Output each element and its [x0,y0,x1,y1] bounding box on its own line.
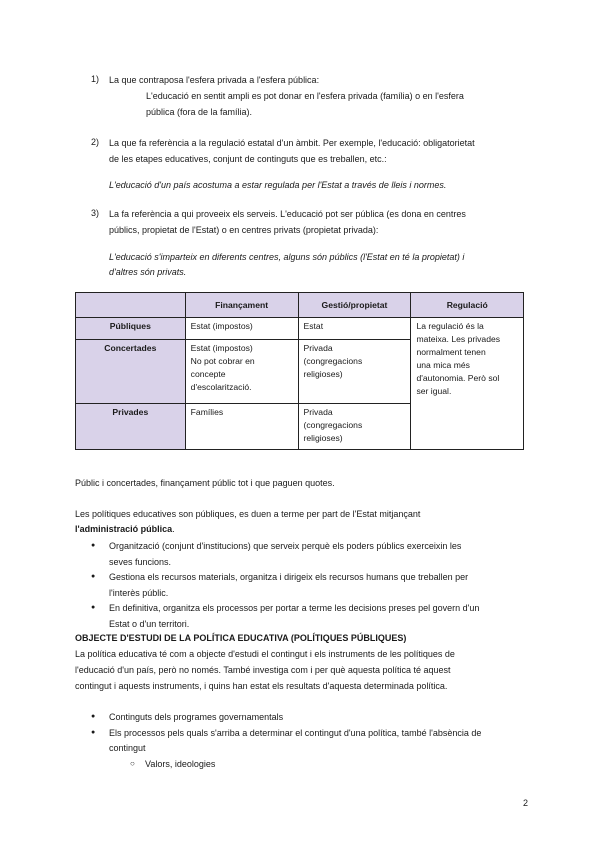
cell-line: (congregacions [303,420,363,430]
item-3-answer-line-1: L'educació s'imparteix en diferents centres, alguns són públics (l'Estat en té la propietat) i [109,252,465,262]
cell-financament-privades [185,404,298,450]
cell-financament-publiques [185,318,298,340]
intro-period: . [172,524,175,534]
policy-bullet-1-line-2: seves funcions. [109,557,172,567]
cell-gestio-publiques [298,318,411,340]
table-header-financament: Finançament [185,293,298,318]
bullet-icon: ● [91,729,96,736]
cell-line: Famílies [190,407,224,417]
policy-bullet-2-line-2: l'interès públic. [109,588,169,598]
table-note: Públic i concertades, finançament públic tot i que paguen quotes. [75,478,335,488]
item-1-answer-line-1: L'educació en sentit ampli es pot donar en l'esfera privada (família) o en l'esfera [146,91,464,101]
cell-line: Estat (impostos) [190,343,253,353]
bullet-icon: ● [91,713,96,720]
item-2-answer: L'educació d'un país acostuma a estar regulada per l'Estat a través de lleis i normes. [109,180,447,190]
regulacio-line: La regulació és la [416,321,484,331]
table-header-regulacio: Regulació [411,293,524,318]
section-bullet-1: Continguts dels programes governamentals [109,712,284,722]
regulacio-line: normalment tenen [416,347,486,357]
policy-bullet-2-line-1: Gestiona els recursos materials, organitza i dirigeix els recursos humans que treballen per [109,572,469,582]
cell-line: Privada [303,407,333,417]
regulacio-line: una mica més [416,360,470,370]
table-header-gestio: Gestió/propietat [298,293,411,318]
cell-line: Estat [303,321,324,331]
policy-bullet-1-line-1: Organització (conjunt d'institucions) que serveix perquè els poders públics exerceixin les [109,541,462,551]
section-bullet-2-line-1: Els processos pels quals s'arriba a determinar el contingut d'una política, també l'absència de [109,728,482,738]
section-paragraph-line-1: La política educativa té com a objecte d'estudi el contingut i els instruments de les polítiques de [75,649,455,659]
policies-intro-line-1: Les polítiques educatives son públiques, es duen a terme per part de l'Estat mitjançant [75,509,421,519]
hollow-bullet-icon: ○ [130,759,135,768]
item-3-number: 3) [91,208,100,218]
cell-line: Estat (impostos) [190,321,253,331]
comparison-table [75,292,524,450]
cell-line: Privada [303,343,333,353]
table-header-empty [76,293,186,318]
item-2-question-line-2: de les etapes educatives, conjunt de continguts que es treballen, etc.: [109,154,387,164]
cell-gestio-concertades [298,340,411,404]
section-paragraph-line-3: contingut i aquests instruments, i quins han estat els resultats d'aquesta determinada política. [75,681,448,691]
cell-line: d'escolarització. [190,382,252,392]
cell-line: religioses) [303,433,343,443]
section-bullet-2-line-2: contingut [109,743,146,753]
regulacio-line: mateixa. Les privades [416,334,501,344]
bullet-icon: ● [91,573,96,580]
item-3-question-line-1: La fa referència a qui proveeix els serveis. L'educació pot ser pública (es dona en centres [109,209,466,219]
table-header-row [76,293,524,318]
regulacio-line: ser igual. [416,386,452,396]
table-row [76,318,524,340]
cell-line: No pot cobrar en [190,356,255,366]
bullet-icon: ● [91,542,96,549]
item-3-question-line-2: públics, propietat de l'Estat) o en centres privats (propietat privada): [109,225,379,235]
cell-line: concepte [190,369,226,379]
item-1-answer-line-2: pública (fora de la família). [146,107,253,117]
policy-bullet-3-line-2: Estat o d'un territori. [109,619,190,629]
item-3-answer-line-2: d'altres són privats. [109,267,187,277]
item-1-question: La que contraposa l'esfera privada a l'esfera pública: [109,75,320,85]
section-heading: OBJECTE D'ESTUDI DE LA POLÍTICA EDUCATIVA (POLÍTIQUES PÚBLIQUES) [75,633,407,643]
cell-line: religioses) [303,369,343,379]
item-2-number: 2) [91,137,100,147]
cell-regulacio [411,318,524,450]
cell-line: (congregacions [303,356,363,366]
row-label-privades: Privades [76,404,186,450]
section-sub-bullet: Valors, ideologies [145,759,216,769]
item-1-number: 1) [91,74,100,84]
item-2-question-line-1: La que fa referència a la regulació estatal d'un àmbit. Per exemple, l'educació: obligatorietat [109,138,475,148]
section-paragraph-line-2: l'educació d'un país, però no només. També investiga com i per què aquesta política té aquest [75,665,451,675]
cell-financament-concertades [185,340,298,404]
cell-gestio-privades [298,404,411,450]
policy-bullet-3-line-1: En definitiva, organitza els processos per portar a terme les decisions preses pel govern d'un [109,603,480,613]
row-label-publiques: Públiques [76,318,186,340]
row-label-concertades: Concertades [76,340,186,404]
policies-intro-line-2 [75,523,175,535]
bullet-icon: ● [91,604,96,611]
administracio-publica-term: l'administració pública [75,524,173,534]
regulacio-line: d'autonomia. Però sol [416,373,500,383]
page-number: 2 [522,798,528,808]
